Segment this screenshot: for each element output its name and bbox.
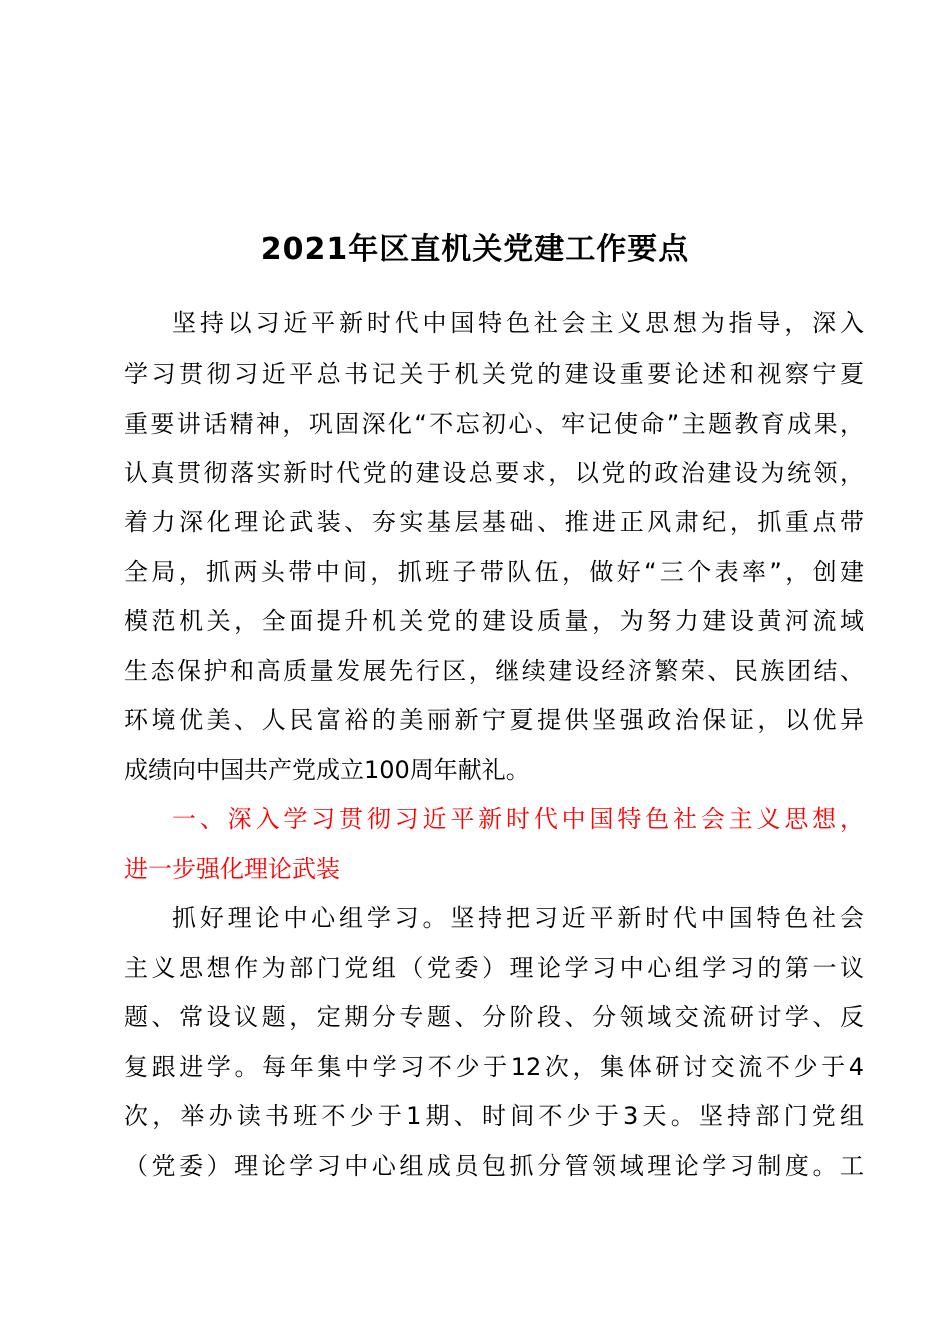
paragraph-line: 重要讲话精神，巩固深化“不忘初心、牢记使命”主题教育成果，	[124, 410, 864, 438]
paragraph-line: 认真贯彻落实新时代党的建设总要求，以党的政治建设为统领，	[124, 459, 864, 487]
document-title: 2021年区直机关党建工作要点	[260, 232, 690, 267]
paragraph-line: 全局，抓两头带中间，抓班子带队伍，做好“三个表率”，创建	[124, 558, 864, 586]
paragraph-line: 坚持以习近平新时代中国特色社会主义思想为指导，深入	[172, 309, 864, 337]
paragraph-line: 题、常设议题，定期分专题、分阶段、分领域交流研讨学、反	[124, 1003, 864, 1031]
section-heading-line: 进一步强化理论武装	[124, 855, 340, 883]
paragraph-line: 抓好理论中心组学习。坚持把习近平新时代中国特色社会	[172, 904, 864, 932]
paragraph-line: 模范机关，全面提升机关党的建设质量，为努力建设黄河流域	[124, 607, 864, 635]
paragraph-line: 主义思想作为部门党组（党委）理论学习中心组学习的第一议	[124, 954, 864, 982]
paragraph-line: 学习贯彻习近平总书记关于机关党的建设重要论述和视察宁夏	[124, 360, 864, 388]
paragraph-line: 次，举办读书班不少于1期、时间不少于3天。坚持部门党组	[124, 1102, 864, 1130]
paragraph-line: 生态保护和高质量发展先行区，继续建设经济繁荣、民族团结、	[124, 657, 864, 685]
paragraph-line: 复跟进学。每年集中学习不少于12次，集体研讨交流不少于4	[124, 1053, 864, 1081]
section-heading-line: 一、深入学习贯彻习近平新时代中国特色社会主义思想，	[172, 805, 864, 833]
paragraph-line: 着力深化理论武装、夯实基层基础、推进正风肃纪，抓重点带	[124, 508, 864, 536]
paragraph-line: 成绩向中国共产党成立100周年献礼。	[124, 756, 530, 784]
paragraph-line: （党委）理论学习中心组成员包抓分管领域理论学习制度。工	[124, 1152, 864, 1180]
paragraph-line: 环境优美、人民富裕的美丽新宁夏提供坚强政治保证，以优异	[124, 706, 864, 734]
